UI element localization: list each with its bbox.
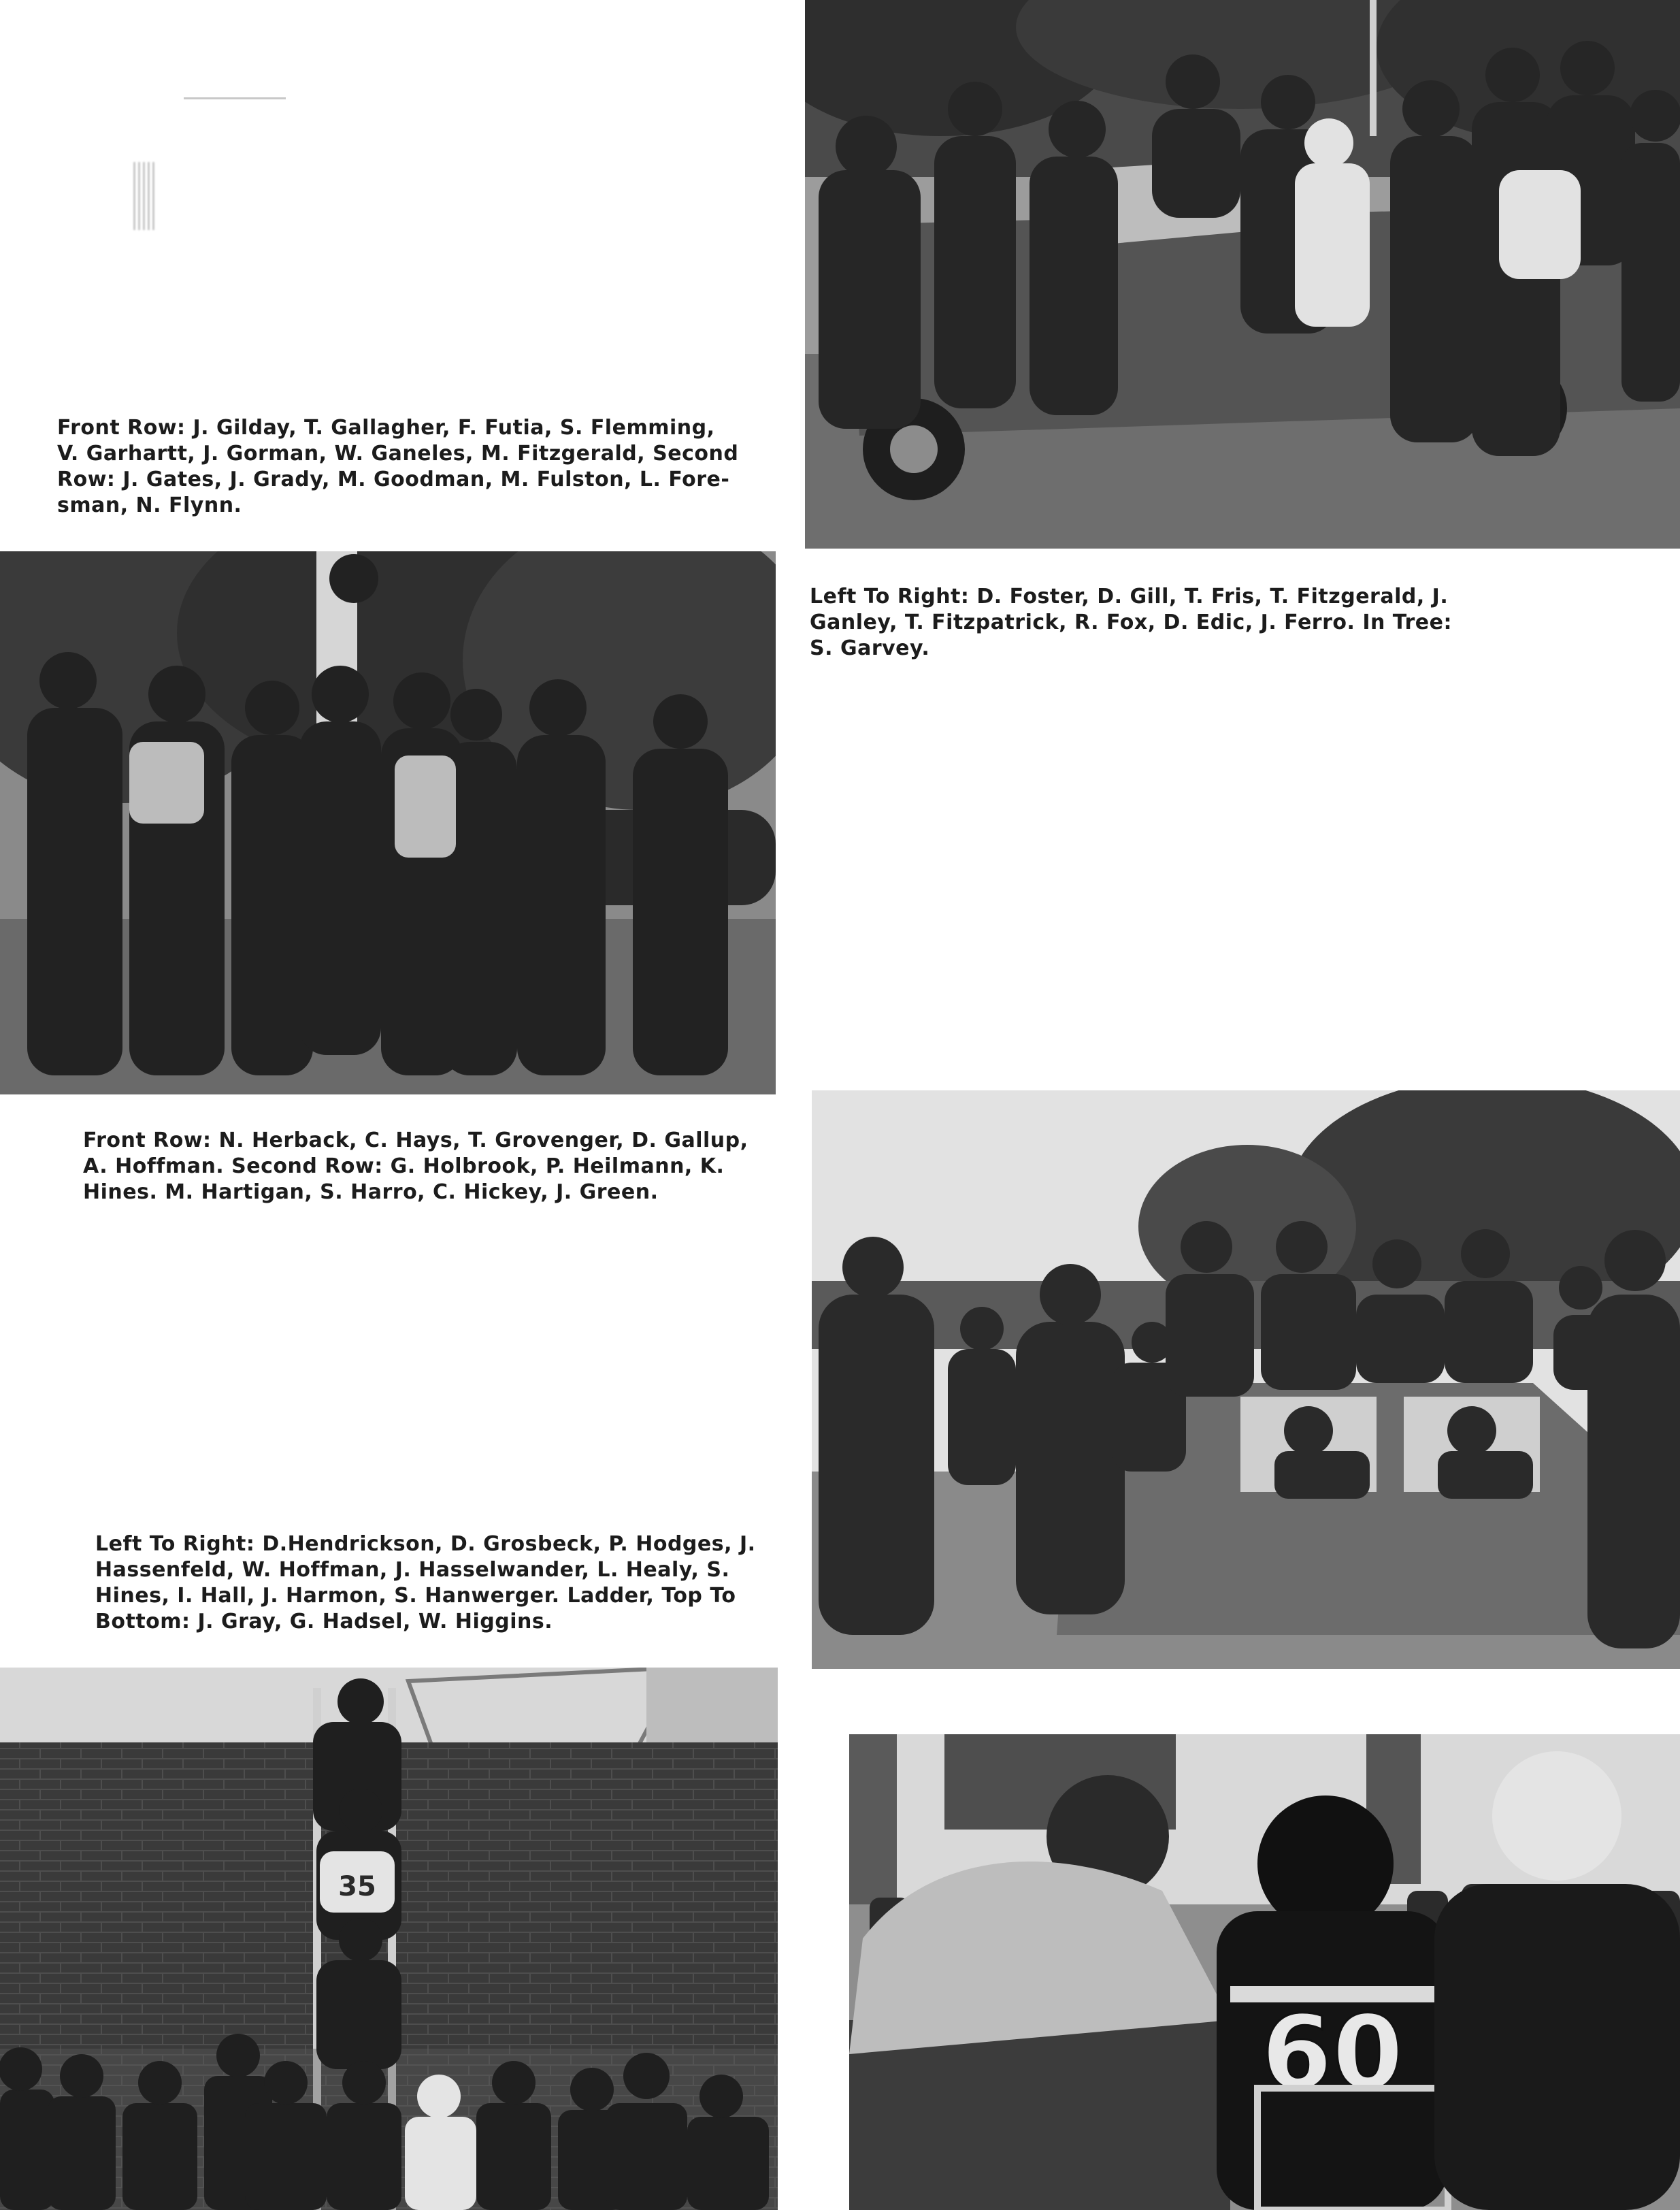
photo-group-with-tree: [0, 551, 776, 1094]
cafeteria-jersey-number: 60: [1261, 1994, 1404, 2113]
photo-brick-wall-ladder: [0, 1668, 778, 2210]
ladder-jersey-number: 35: [338, 1871, 376, 1902]
caption-photo-2: Left To Right: D. Foster, D. Gill, T. Fris, T. Fitzgerald, J. Ganley, T. Fitzpatrick, R. Fox, D. Edic, J. Ferro. In Tree: S. Garvey.: [810, 585, 1452, 660]
print-mark: [184, 97, 286, 99]
photo-cafeteria: [849, 1734, 1680, 2210]
print-smudge: [133, 162, 155, 230]
photo-group-at-car: [812, 1090, 1680, 1669]
photo-group-on-car: [805, 0, 1680, 549]
caption-photo-3: Front Row: N. Herback, C. Hays, T. Grovenger, D. Gallup, A. Hoffman. Second Row: G. Holbrook, P. Heilmann, K. Hines. M. Hartigan, S. Harro, C. Hickey, J. Green.: [83, 1128, 748, 1204]
caption-photo-1: Front Row: J. Gilday, T. Gallagher, F. Futia, S. Flemming, V. Garhartt, J. Gorman, W. Ganeles, M. Fitzgerald, Second Row: J. Gates, J. Grady, M. Goodman, M. Fulston, L. Fore- sman, N. Flynn.: [57, 416, 739, 517]
caption-photo-4: Left To Right: D.Hendrickson, D. Grosbeck, P. Hodges, J. Hassenfeld, W. Hoffman, J. Hasselwander, L. Healy, S. Hines, I. Hall, J. Harmon, S. Hanwerger. Ladder, Top To Bottom: J. Gray, G. Hadsel, W. Higgins.: [95, 1532, 756, 1634]
